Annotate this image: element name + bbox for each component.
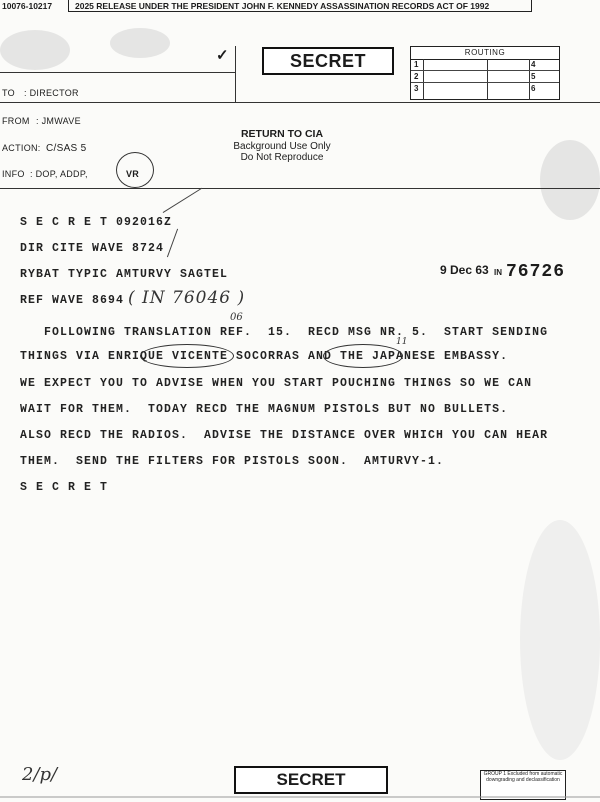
to-label: TO: [2, 88, 15, 98]
cable-body-line: WAIT FOR THEM. TODAY RECD THE MAGNUM PISTOLS BUT NO BULLETS.: [20, 403, 509, 416]
scan-smudge: [540, 140, 600, 220]
classification-bottom: SECRET: [234, 766, 388, 794]
routing-row: 3 6: [414, 84, 536, 93]
info-label: INFO: [2, 169, 25, 179]
routing-row: 2 5: [411, 71, 559, 83]
group-box: GROUP 1 Excluded from automatic downgrading and declassification: [480, 770, 566, 800]
form-rule: [235, 46, 236, 103]
classification-top: SECRET: [262, 47, 394, 75]
return-stamp-line3: Do Not Reproduce: [240, 152, 324, 163]
name-circle: [140, 344, 234, 368]
info-value: : DOP, ADDP,: [30, 169, 88, 179]
return-stamp-line1: RETURN TO CIA: [240, 128, 324, 140]
pen-stroke: [163, 188, 203, 213]
cable-cite-line: DIR CITE WAVE 8724: [20, 242, 165, 255]
cable-body-line: WE EXPECT YOU TO ADVISE WHEN YOU START POUCHING THINGS SO WE CAN: [20, 377, 533, 390]
action-value: C/SAS 5: [46, 143, 87, 154]
scan-smudge: [520, 520, 600, 760]
cable-body-line: THEM. SEND THE FILTERS FOR PISTOLS SOON. AMTURVY-1.: [20, 455, 445, 468]
from-value: : JMWAVE: [36, 116, 81, 126]
return-stamp-line2: Background Use Only: [233, 140, 331, 152]
in-stamp-number: 76726: [506, 262, 566, 282]
handwritten-page-note: 2/p/: [22, 764, 58, 785]
scan-smudge: [0, 30, 70, 70]
from-label: FROM: [2, 116, 30, 126]
embassy-circle: [323, 344, 403, 368]
handwritten-ref: ( IN 76046 ): [128, 288, 246, 308]
return-stamp: [222, 129, 342, 164]
cable-body-line: FOLLOWING TRANSLATION REF. 15. RECD MSG NR. 5. START SENDING: [20, 326, 549, 339]
to-value: : DIRECTOR: [24, 88, 79, 98]
in-stamp-date: 9 Dec 63: [440, 263, 489, 277]
form-rule: [0, 188, 600, 189]
routing-row: 1 4: [411, 59, 559, 71]
action-label: ACTION:: [2, 143, 41, 153]
pen-stroke: [167, 229, 178, 258]
cable-classification-line: S E C R E T 092016Z: [20, 216, 173, 229]
cable-body-line: THINGS VIA ENRIQUE VICENTE SOCORRAS AND THE JAPANESE EMBASSY.: [20, 350, 509, 363]
info-circled-value: VR: [126, 169, 140, 179]
routing-title: ROUTING: [411, 47, 559, 60]
cable-body-line: ALSO RECD THE RADIOS. ADVISE THE DISTANCE OVER WHICH YOU CAN HEAR: [20, 429, 549, 442]
document-id: 10076-10217: [2, 1, 53, 11]
cable-ref-line: REF WAVE 8694: [20, 294, 125, 307]
in-stamp-in: IN: [494, 268, 502, 277]
form-rule: [0, 72, 235, 73]
form-rule: [0, 102, 600, 103]
scan-smudge: [110, 28, 170, 58]
handwritten-annotation: 06: [230, 312, 243, 323]
release-banner: 2025 RELEASE UNDER THE PRESIDENT JOHN F. KENNEDY ASSASSINATION RECORDS ACT OF 1992: [68, 0, 532, 12]
handwritten-annotation: 11: [396, 337, 408, 347]
cable-slugline: RYBAT TYPIC AMTURVY SAGTEL: [20, 268, 229, 281]
cable-closing: S E C R E T: [20, 481, 109, 494]
routing-box: [410, 46, 560, 100]
tick-mark: ✓: [216, 47, 229, 64]
bottom-edge: [0, 796, 600, 798]
